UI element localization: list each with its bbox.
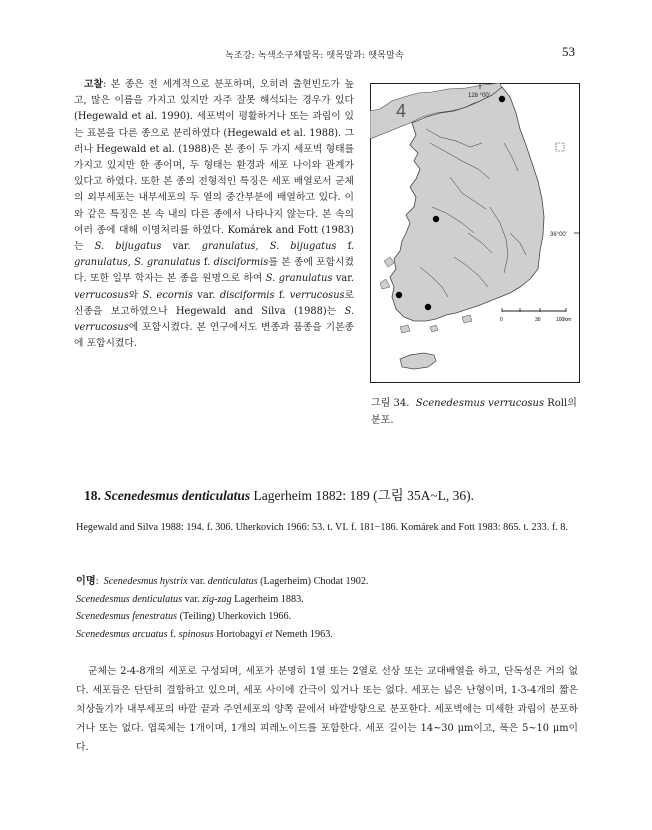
scale-label: 30	[535, 317, 541, 323]
occurrence-point	[396, 292, 402, 298]
literature-references: Hegewald and Silva 1988: 194. f. 306. Uherkovich 1966: 53. t. VI. f. 181−186. Komárek and Fott 1983: 865. t. 233. f. 8.	[76, 522, 568, 533]
caption-species: Scenedesmus verrucosus	[415, 398, 545, 409]
occurrence-point	[499, 96, 505, 102]
section-authority: Lagerheim 1882: 189 (그림 35A~L, 36).	[250, 488, 474, 503]
remarks-text	[74, 77, 354, 352]
panel-number: 4	[396, 101, 407, 121]
latitude-label: 36°00'	[550, 232, 567, 238]
synonym-item: 이명: Scenedesmus hystrix var. denticulatus (Lagerheim) Chodat 1902.	[76, 576, 369, 587]
longitude-label: 128 °00'	[468, 93, 490, 99]
running-title: 녹조강: 녹색소구체말목: 뗏목말과: 뗏목말속	[225, 51, 404, 61]
synonym-item: Scenedesmus arcuatus f. spinosus Hortobagyi et Nemeth 1963.	[76, 628, 333, 640]
distribution-map	[370, 83, 580, 383]
synonym-item: Scenedesmus denticulatus var. zig-zag Lagerheim 1883.	[76, 593, 304, 605]
occurrence-point	[433, 216, 439, 222]
remarks-label: 고찰	[84, 79, 103, 90]
scale-label: 100km	[556, 317, 572, 323]
remarks-paragraph: 고찰: 본 종은 전 세계적으로 분포하며, 오히려 출현빈도가 높고, 많은 이름을 가지고 있지만 자주 잘못 해석되는 경우가 있다 (Hegewald et al. 1990). 세포벽이 평활하거나 또는 과립이 있는 표본을 다른 종으로 분리하였다 (Hegewald et al. 1988). 그러나 Hegewald et al. (1988)은 본 종이 두 가지 세포벽 형태를 가지고 있지만 한 종이며, 두 형태는 환경과 세포 나이와 관계가 있다고 하였다. 또한 본 종의 전형적인 특징은 세포 배열로서 군체의 외부세포는 내부세포의 두 열의 중간부분에 배열하고 있다. 이와 같은 특징은 본 속 내의 다른 종에서 나타나지 않는다. 본 속의 여러 종에 대해 이명처리를 하였다. Komárek and Fott (1983)는 S. bijugatus var. granulatus, S. bijugatus f. granulatus, S. granulatus f. disciformis를 본 종에 포함시켰다. 또한 일부 학자는 본 종을 원명으로 하여 S. granulatus var. verrucosus와 S. ecornis var. disciformis f. verrucosus로 신종을 보고하였으나 Hegewald and Silva (1988)는 S. verrucosus에 포함시켰다. 본 연구에서도 변종과 품종을 기본종에 포함시켰다.	[74, 79, 355, 350]
scale-label: 0	[500, 317, 503, 323]
synonym-list	[76, 573, 576, 643]
occurrence-point	[425, 304, 431, 310]
page-number: 53	[562, 44, 575, 59]
synonym-item: Scenedesmus fenestratus (Teiling) Uherkovich 1966.	[76, 611, 292, 622]
synonym-label: 이명	[76, 576, 96, 587]
section-heading	[84, 484, 474, 504]
section-species: Scenedesmus denticulatus	[104, 488, 251, 503]
figure-caption: 그림 34. Scenedesmus verrucosus Roll의 분포.	[371, 398, 577, 426]
section-number: 18.	[84, 488, 101, 503]
species-description: 군체는 2-4-8개의 세포로 구성되며, 세포가 분명히 1열 또는 2열로 선상 또는 교대배열을 하고, 단독성은 거의 없다. 세포들은 단단히 결합하고 있으며, 세포 사이에 간극이 있거나 또는 없다. 세포는 넓은 난형이며, 1-3-4개의 짧은 치상돌기가 내부세포의 바깥 끝과 주연세포의 양쪽 끝에서 바깥방향으로 분포한다. 세포벽에는 미세한 과립이 분포하거나 또는 없다. 엽록체는 1개이며, 1개의 피레노이드를 포함한다. 세포 길이는 14~30 μm이고, 폭은 5~10 μm이다.	[76, 666, 578, 753]
